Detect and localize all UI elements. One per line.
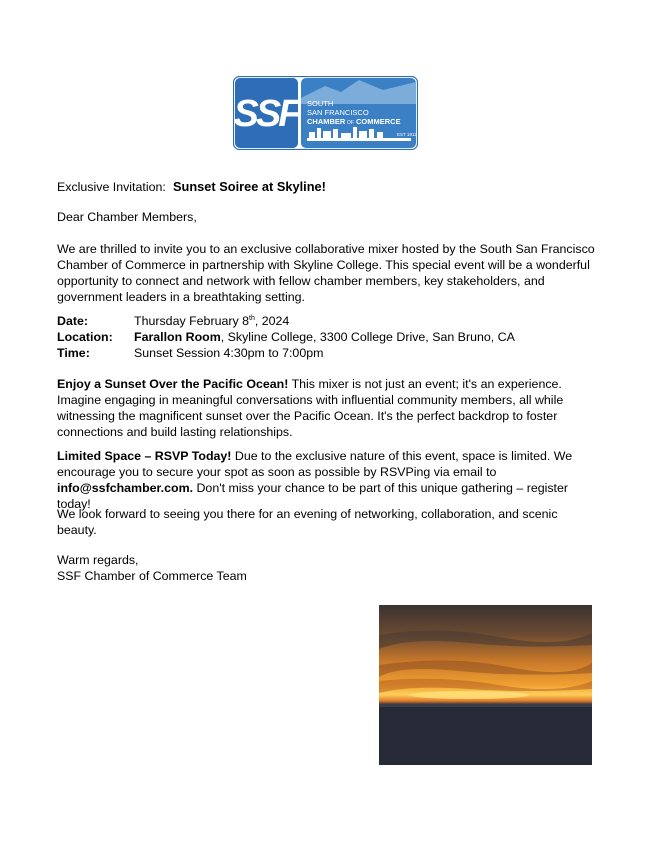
- sunset-body: This mixer is not just an event; it's an experience. Imagine engaging in meaningful conversations with influential community members, all while witnessing the magnificent sunset over the Pacific Ocean. It's the perfect backdrop to foster connections and build lasting relationships.: [57, 377, 564, 439]
- logo-of: OF: [347, 120, 354, 126]
- invitation-line: [57, 179, 597, 195]
- closing-paragraph: We look forward to seeing you there for an evening of networking, collaboration, and scenic beauty.: [57, 507, 558, 537]
- logo-line3: CHAMBER: [307, 117, 346, 126]
- signoff: [57, 552, 597, 584]
- signoff-regards: Warm regards,: [57, 553, 139, 567]
- logo-commerce: COMMERCE: [356, 117, 401, 126]
- sunset-heading: Enjoy a Sunset Over the Pacific Ocean!: [57, 377, 289, 391]
- invitation-title: Sunset Soiree at Skyline!: [173, 179, 326, 194]
- logo-line1: SOUTH: [307, 99, 334, 108]
- invitation-label: Exclusive Invitation:: [57, 180, 166, 194]
- logo-line2: SAN FRANCISCO: [307, 108, 369, 117]
- date-value: Thursday February 8th, 2024: [134, 314, 290, 328]
- rsvp-paragraph: [57, 448, 597, 512]
- intro-paragraph: We are thrilled to invite you to an exclusive collaborative mixer hosted by the South San Francisco Chamber of Commerce in partnership with Skyline College. This special event will be a wonderful opportunity to connect and network with fellow chamber members, key stakeholders, and government leaders in a breathtaking setting.: [57, 242, 595, 304]
- date-row: [57, 313, 597, 329]
- rsvp-body: Due to the exclusive nature of this event, space is limited. We encourage you to secure your spot as soon as possible by RSVPing via email to: [57, 449, 573, 479]
- ssf-chamber-logo: [233, 76, 418, 150]
- time-row: [57, 345, 597, 361]
- logo-letters: SSF: [233, 93, 299, 135]
- time-label: Time:: [57, 346, 90, 360]
- time-value: Sunset Session 4:30pm to 7:00pm: [134, 346, 324, 360]
- rsvp-closing: Don't miss your chance to be part of this unique gathering – register today!: [57, 481, 569, 511]
- sunset-photo: [379, 605, 592, 765]
- rsvp-email[interactable]: info@ssfchamber.com.: [57, 481, 194, 495]
- signoff-team: SSF Chamber of Commerce Team: [57, 569, 247, 583]
- location-row: [57, 329, 597, 345]
- location-value: Farallon Room, Skyline College, 3300 College Drive, San Bruno, CA: [134, 330, 515, 344]
- logo-est: EST 1912: [397, 132, 417, 137]
- location-label: Location:: [57, 330, 113, 344]
- rsvp-heading: Limited Space – RSVP Today!: [57, 449, 232, 463]
- sunset-paragraph: [57, 376, 597, 440]
- salutation: Dear Chamber Members,: [57, 210, 197, 224]
- event-details: [57, 313, 597, 361]
- date-label: Date:: [57, 314, 88, 328]
